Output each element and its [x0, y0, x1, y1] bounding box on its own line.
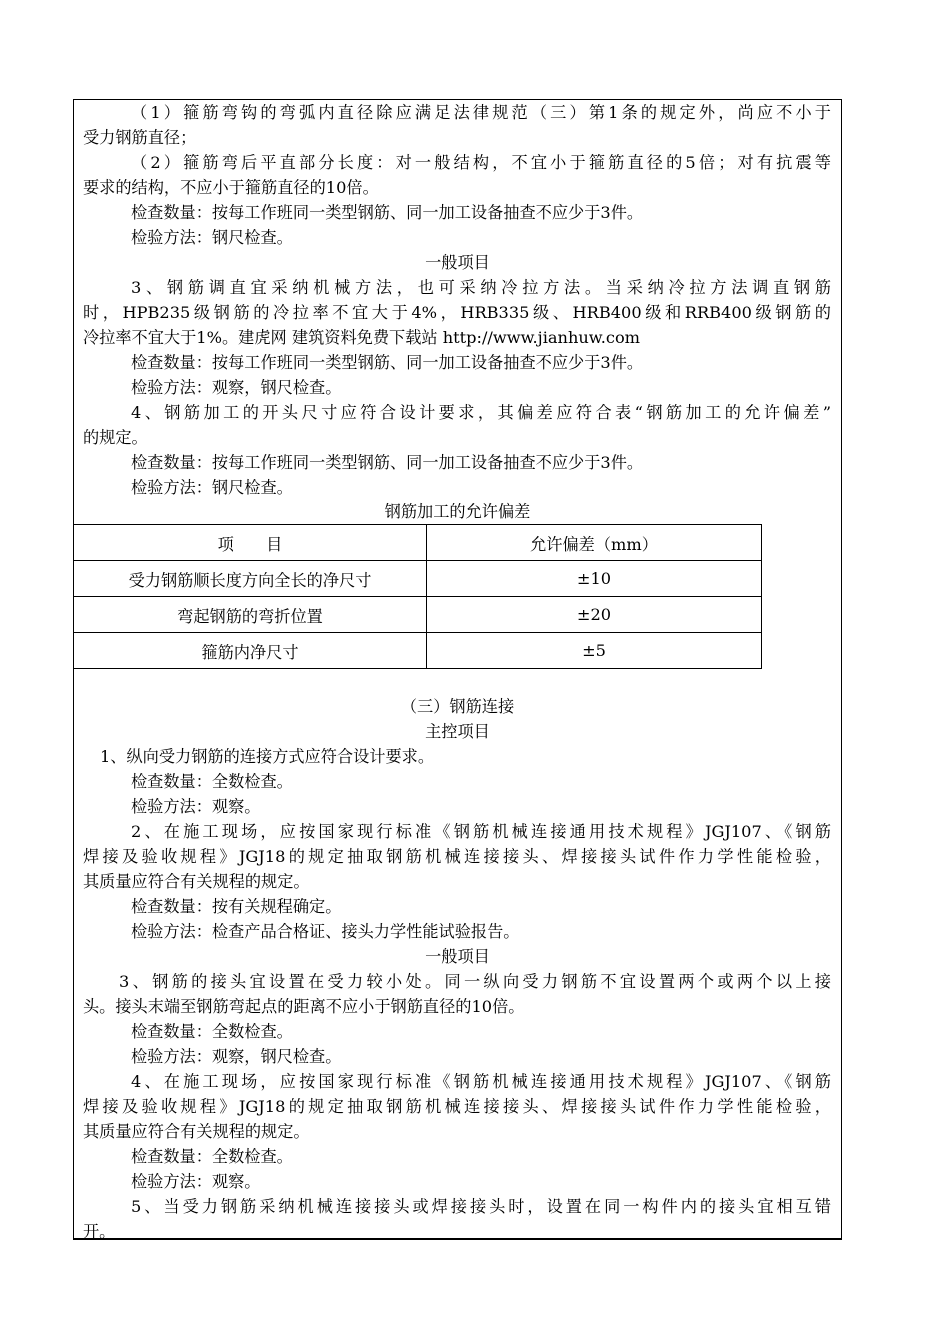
paragraph-line: （2）箍筋弯后平直部分长度：对一般结构，不宜小于箍筋直径的5倍；对有抗震等	[131, 153, 831, 172]
paragraph-line: 受力钢筋直径；	[83, 128, 197, 147]
paragraph-line: 检验方法：观察，钢尺检查。	[131, 378, 342, 397]
paragraph-line: 检验方法：钢尺检查。	[131, 478, 293, 497]
table-header-row	[74, 525, 762, 561]
paragraph-line: 焊接及验收规程》JGJ18的规定抽取钢筋机械连接接头、焊接接头试件作力学性能检验，	[83, 847, 831, 866]
table-cell: 箍筋内净尺寸	[74, 633, 427, 669]
table-row	[74, 561, 762, 597]
document-frame	[73, 99, 842, 1240]
paragraph-line: 检查数量：按每工作班同一类型钢筋、同一加工设备抽查不应少于3件。	[131, 353, 644, 372]
table-cell: ±10	[427, 561, 762, 597]
table-cell: 受力钢筋顺长度方向全长的净尺寸	[74, 561, 427, 597]
paragraph-line: 的规定。	[83, 428, 148, 447]
paragraph-line: 检验方法：钢尺检查。	[131, 228, 293, 247]
paragraph-line: 检查数量：全数检查。	[131, 1147, 293, 1166]
paragraph-line: 时，HPB235级钢筋的冷拉率不宜大于4%，HRB335级、HRB400级和RRB400级钢筋的	[83, 303, 831, 322]
section-heading: （三）钢筋连接	[400, 697, 515, 716]
table-header-cell: 允许偏差（mm）	[427, 525, 762, 561]
tolerance-table	[74, 524, 762, 669]
section-heading: 主控项目	[425, 722, 490, 741]
paragraph-line: 检查数量：全数检查。	[131, 1022, 293, 1041]
paragraph-line: 检查数量：按有关规程确定。	[131, 897, 342, 916]
paragraph-line: 头。接头末端至钢筋弯起点的距离不应小于钢筋直径的10倍。	[83, 997, 525, 1016]
paragraph-line: 焊接及验收规程》JGJ18的规定抽取钢筋机械连接接头、焊接接头试件作力学性能检验，	[83, 1097, 831, 1116]
table-header-cell: 项 目	[74, 525, 427, 561]
section-heading: 一般项目	[425, 253, 490, 272]
paragraph-line: 开。	[83, 1222, 116, 1241]
paragraph-line: 检查数量：按每工作班同一类型钢筋、同一加工设备抽查不应少于3件。	[131, 453, 644, 472]
table-cell: ±5	[427, 633, 762, 669]
paragraph-line: 检验方法：观察。	[131, 797, 261, 816]
paragraph-line: 5、当受力钢筋采纳机械连接接头或焊接接头时，设置在同一构件内的接头宜相互错	[131, 1197, 831, 1216]
paragraph-line: 3、钢筋调直宜采纳机械方法，也可采纳冷拉方法。当采纳冷拉方法调直钢筋	[131, 278, 831, 297]
table-row	[74, 633, 762, 669]
paragraph-line: 其质量应符合有关规程的规定。	[83, 872, 310, 891]
paragraph-line: 其质量应符合有关规程的规定。	[83, 1122, 310, 1141]
table-cell: ±20	[427, 597, 762, 633]
paragraph-line: 检查数量：全数检查。	[131, 772, 293, 791]
paragraph-line: 要求的结构，不应小于箍筋直径的10倍。	[83, 178, 379, 197]
paragraph-line: 3、钢筋的接头宜设置在受力较小处。同一纵向受力钢筋不宜设置两个或两个以上接	[119, 972, 831, 991]
paragraph-line: 冷拉率不宜大于1%。建虎网 建筑资料免费下载站 http://www.jianhuw.com	[83, 328, 641, 347]
table-row	[74, 597, 762, 633]
paragraph-line: 检验方法：检查产品合格证、接头力学性能试验报告。	[131, 922, 520, 941]
paragraph-line: 检验方法：观察，钢尺检查。	[131, 1047, 342, 1066]
paragraph-line: 1、纵向受力钢筋的连接方式应符合设计要求。	[100, 747, 435, 766]
paragraph-line: （1）箍筋弯钩的弯弧内直径除应满足法律规范（三）第1条的规定外，尚应不小于	[131, 103, 831, 122]
section-heading: 一般项目	[425, 947, 490, 966]
paragraph-line: 4、钢筋加工的开头尺寸应符合设计要求，其偏差应符合表“钢筋加工的允许偏差”	[131, 403, 831, 422]
paragraph-line: 4、在施工现场，应按国家现行标准《钢筋机械连接通用技术规程》JGJ107、《钢筋	[131, 1072, 831, 1091]
table-cell: 弯起钢筋的弯折位置	[74, 597, 427, 633]
paragraph-line: 检查数量：按每工作班同一类型钢筋、同一加工设备抽查不应少于3件。	[131, 203, 644, 222]
paragraph-line: 2、在施工现场，应按国家现行标准《钢筋机械连接通用技术规程》JGJ107、《钢筋	[131, 822, 831, 841]
paragraph-line: 检验方法：观察。	[131, 1172, 261, 1191]
table-caption: 钢筋加工的允许偏差	[384, 502, 531, 521]
